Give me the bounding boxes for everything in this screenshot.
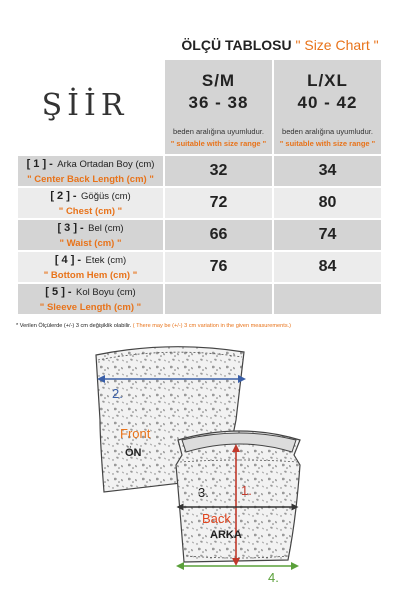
row-label-en: " Center Back Length (cm) " [27,174,154,185]
row-label-tr: Etek (cm) [85,255,127,266]
size-note-en: " suitable with size range " [279,139,376,148]
table-row [18,220,381,250]
row-number: [ 2 ] - [50,190,77,202]
footnote-en: ( There may be (+/-) 3 cm variation in the given measurements.) [132,323,292,329]
row-label-tr: Arka Ortadan Boy (cm) [57,159,155,170]
size-note-en: " suitable with size range " [170,139,267,148]
measure-4-label: 4. [268,570,279,585]
back-garment-drawing [176,431,300,562]
row-number: [ 5 ] - [45,286,72,298]
footnote [16,323,396,329]
row-label-tr: Kol Boyu (cm) [76,287,136,298]
size-note-tr: beden aralığına uyumludur. [282,127,373,136]
row-label-en: " Waist (cm) " [59,238,122,249]
size-header-lxl [274,60,381,154]
front-label-tr: ÖN [125,447,142,459]
value-sm: 76 [165,252,272,282]
row-number: [ 4 ] - [54,254,82,266]
size-range: 40 - 42 [297,93,358,112]
value-sm: 72 [165,188,272,218]
table-row [18,284,381,314]
table-row [18,188,381,218]
title-english: " Size Chart " [295,37,379,53]
brand-logo: ŞİİR [41,88,129,123]
value-lxl [274,284,381,314]
size-header-sm [165,60,272,154]
row-label-en: " Bottom Hem (cm) " [43,270,138,281]
table-row [18,156,381,186]
value-sm: 32 [165,156,272,186]
measure-3-label: 3. [198,485,209,500]
value-lxl: 74 [274,220,381,250]
garment-diagram [0,335,400,600]
back-label-en: Back [202,511,231,526]
front-label-en: Front [120,426,151,441]
measure-2-label: 2. [112,386,123,401]
value-sm [165,284,272,314]
row-label-en: " Chest (cm) " [58,206,123,217]
size-code: S/M [201,71,236,90]
row-label [18,156,163,186]
row-label-tr: Bel (cm) [88,223,124,234]
title-turkish: ÖLÇÜ TABLOSU [181,37,292,53]
row-number: [ 1 ] - [26,158,53,170]
value-lxl: 34 [274,156,381,186]
value-lxl: 80 [274,188,381,218]
row-label-tr: Göğüs (cm) [81,191,131,202]
row-label [18,284,163,314]
value-lxl: 84 [274,252,381,282]
footnote-tr: * Verilen Ölçülerde (+/-) 3 cm değişiklik olabilir. [16,323,132,329]
size-code: L/XL [307,71,348,90]
row-label-en: " Sleeve Length (cm) " [39,302,142,313]
row-label [18,252,163,282]
measure-1-label: 1. [241,483,252,498]
table-row [18,252,381,282]
page-title [160,37,400,53]
size-note-tr: beden aralığına uyumludur. [173,127,264,136]
value-sm: 66 [165,220,272,250]
row-label [18,188,163,218]
back-label-tr: ARKA [210,529,242,541]
row-label [18,220,163,250]
row-number: [ 3 ] - [57,222,84,234]
size-range: 36 - 38 [188,93,249,112]
